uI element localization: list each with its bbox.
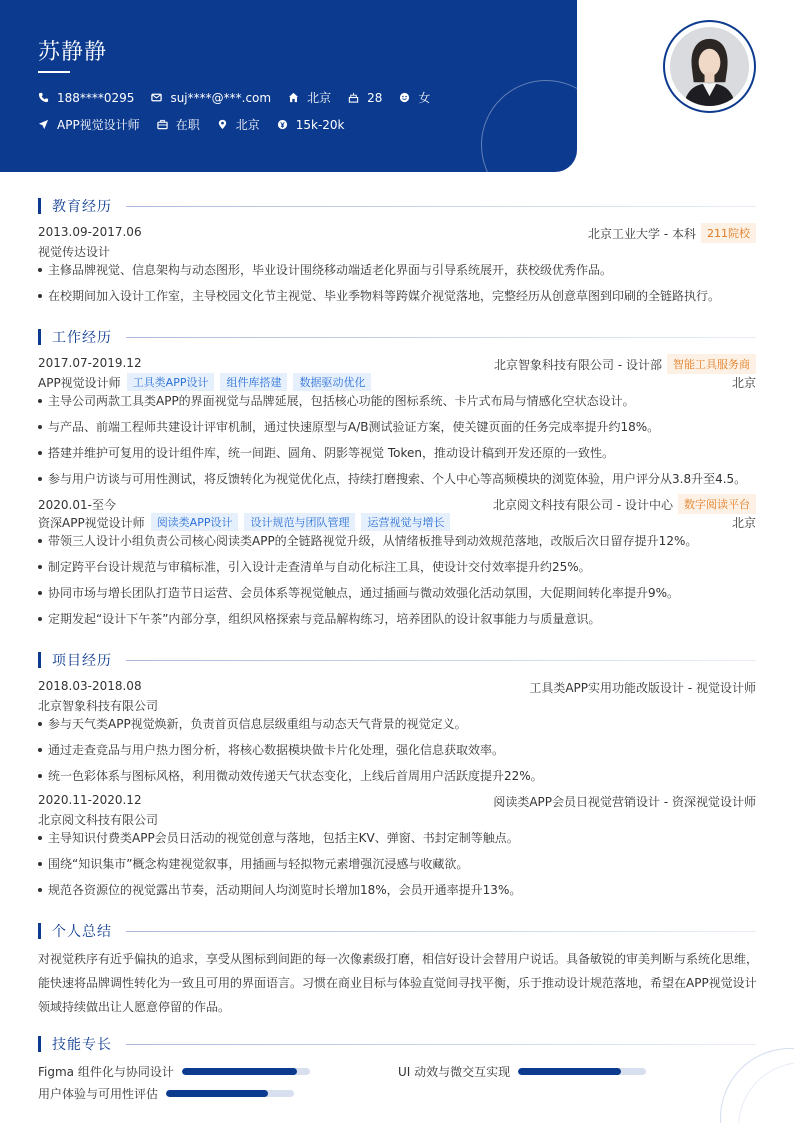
project-title: 工具类APP实用功能改版设计 - 视觉设计师 xyxy=(529,681,756,695)
summary-text: 对视觉秩序有近乎偏执的追求，享受从图标到间距的每一次像素级打磨，相信好设计会替用户说话。具备敏锐的审美判断与系统化思维，能快速将品牌调性转化为一致且可用的界面语言。习惯在商业目标与体验直觉间寻找平衡，乐于推动设计规范落地，希望在APP视觉设计领域持续做出让人愿意停留的作品。 xyxy=(38,952,759,1014)
section-marker xyxy=(38,652,41,668)
section-divider xyxy=(126,931,756,932)
project-period: 2018.03-2018.08 xyxy=(38,679,142,693)
school-tag: 211院校 xyxy=(701,223,756,243)
home-icon xyxy=(288,92,299,103)
job-period: 2020.01-至今 xyxy=(38,498,116,512)
contact-row xyxy=(38,89,447,106)
skill-bar-fill xyxy=(182,1068,297,1075)
smile-icon xyxy=(399,92,410,103)
list-item: 通过走查竞品与用户热力图分析，将核心数据模块做卡片化处理，强化信息获取效率。 xyxy=(38,741,756,759)
gender-text: 女 xyxy=(418,91,431,105)
location-item xyxy=(288,89,331,106)
project-company: 北京智象科技有限公司 xyxy=(38,699,159,713)
skill-tag: 数据驱动优化 xyxy=(293,373,371,391)
job-period: 2017.07-2019.12 xyxy=(38,356,142,370)
job-company-row xyxy=(493,494,756,514)
section-marker xyxy=(38,329,41,345)
profile-photo xyxy=(663,20,756,113)
company-name: 北京阅文科技有限公司 - 设计中心 xyxy=(493,497,673,512)
skill-tag: 工具类APP设计 xyxy=(127,373,215,391)
list-item: 主修品牌视觉、信息架构与动态图形，毕业设计围绕移动端适老化界面与引导系统展开，获校级优秀作品。 xyxy=(38,261,756,279)
skill-tag: 运营视觉与增长 xyxy=(361,513,450,531)
skill-item xyxy=(38,1063,310,1080)
skill-item xyxy=(398,1063,646,1080)
briefcase-icon xyxy=(157,119,168,130)
skill-bar-fill xyxy=(518,1068,620,1075)
candidate-name: 苏静静 xyxy=(38,40,108,65)
skills-section-title xyxy=(38,1034,756,1054)
status-text: 在职 xyxy=(175,118,200,132)
project-title: 阅读类APP会员日视觉营销设计 - 资深视觉设计师 xyxy=(493,795,756,809)
header-banner xyxy=(0,0,577,172)
email-text: suj****@***.com xyxy=(170,90,272,105)
phone-item xyxy=(38,91,134,105)
list-item: 协同市场与增长团队打造节日运营、会员体系等视觉触点，通过插画与微动效强化活动氛围，大促期间转化率提升9%。 xyxy=(38,584,756,602)
job-city: 北京 xyxy=(731,376,756,390)
skill-tag: 阅读类APP设计 xyxy=(151,513,239,531)
education-school-row xyxy=(588,223,756,243)
portrait-image xyxy=(670,27,749,106)
section-heading: 技能专长 xyxy=(52,1037,112,1053)
gender-item xyxy=(399,89,430,106)
salary-item xyxy=(277,118,345,132)
skill-name: Figma 组件化与协同设计 xyxy=(38,1065,174,1079)
company-tag: 智能工具服务商 xyxy=(667,354,756,374)
age-item xyxy=(348,91,382,105)
section-divider xyxy=(126,660,756,661)
age-text: 28 xyxy=(367,90,383,105)
list-item: 制定跨平台设计规范与审稿标准，引入设计走查清单与自动化标注工具，使设计交付效率提升约25%。 xyxy=(38,558,756,576)
summary-section-title xyxy=(38,921,756,941)
list-item: 规范各资源位的视觉露出节奏，活动期间人均浏览时长增加18%，会员开通率提升13%。 xyxy=(38,881,756,899)
target-job-item xyxy=(38,116,140,133)
list-item: 定期发起“设计下午茶”内部分享，组织风格探索与竞品解构练习，培养团队的设计叙事能力与质量意识。 xyxy=(38,610,756,628)
skill-bar xyxy=(518,1068,646,1075)
money-icon xyxy=(277,119,288,130)
map-pin-icon xyxy=(217,119,228,130)
section-divider xyxy=(126,206,756,207)
skill-item xyxy=(38,1085,294,1102)
target-city-item xyxy=(217,116,260,133)
company-tag: 数字阅读平台 xyxy=(678,494,756,514)
company-name: 北京智象科技有限公司 - 设计部 xyxy=(494,357,662,372)
list-item: 搭建并维护可复用的设计组件库，统一间距、圆角、阴影等视觉 Token，推动设计稿到开发还原的一致性。 xyxy=(38,444,756,462)
cake-icon xyxy=(348,92,359,103)
job-city: 北京 xyxy=(731,516,756,530)
section-marker xyxy=(38,198,41,214)
list-item: 参与天气类APP视觉焕新，负责首页信息层级重组与动态天气背景的视觉定义。 xyxy=(38,715,756,733)
section-divider xyxy=(126,337,756,338)
skill-name: UI 动效与微交互实现 xyxy=(398,1065,511,1079)
phone-icon xyxy=(38,92,49,103)
phone-text: 188****0295 xyxy=(57,90,135,105)
section-heading: 工作经历 xyxy=(52,330,112,346)
list-item: 统一色彩体系与图标风格，利用微动效传递天气状态变化，上线后首周用户活跃度提升22%。 xyxy=(38,767,756,785)
section-divider xyxy=(126,1044,756,1045)
job-role-row xyxy=(38,373,371,391)
email-item xyxy=(151,91,271,105)
status-item xyxy=(157,116,200,133)
section-marker xyxy=(38,923,41,939)
section-heading: 教育经历 xyxy=(52,199,112,215)
projects-section-title xyxy=(38,650,756,670)
school-name: 北京工业大学 - 本科 xyxy=(588,226,696,241)
section-heading: 个人总结 xyxy=(52,924,112,940)
skill-bar-fill xyxy=(166,1090,268,1097)
list-item: 主导公司两款工具类APP的界面视觉与品牌延展，包括核心功能的图标系统、卡片式布局与情感化空状态设计。 xyxy=(38,392,756,410)
name-underline xyxy=(38,71,70,73)
location-text: 北京 xyxy=(307,91,332,105)
list-item: 主导知识付费类APP会员日活动的视觉创意与落地，包括主KV、弹窗、书封定制等触点。 xyxy=(38,829,756,847)
list-item: 参与用户访谈与可用性测试，将反馈转化为视觉优化点，持续打磨搜索、个人中心等高频模块的浏览体验，用户评分从3.8升至4.5。 xyxy=(38,470,756,488)
skill-name: 用户体验与可用性评估 xyxy=(38,1087,159,1101)
list-item: 与产品、前端工程师共建设计评审机制，通过快速原型与A/B测试验证方案，使关键页面的任务完成率提升约18%。 xyxy=(38,418,756,436)
job-intent-row xyxy=(38,116,362,133)
section-heading: 项目经历 xyxy=(52,653,112,669)
project-period: 2020.11-2020.12 xyxy=(38,793,142,807)
education-section-title xyxy=(38,196,756,216)
section-marker xyxy=(38,1036,41,1052)
mail-icon xyxy=(151,92,162,103)
job-company-row xyxy=(494,354,756,374)
send-icon xyxy=(38,119,49,130)
job-role: 资深APP视觉设计师 xyxy=(38,515,145,530)
education-period: 2013.09-2017.06 xyxy=(38,225,142,239)
decorative-circle xyxy=(481,80,577,172)
project-company: 北京阅文科技有限公司 xyxy=(38,813,159,827)
skill-tag: 组件库搭建 xyxy=(220,373,287,391)
target-city-text: 北京 xyxy=(235,118,260,132)
skill-bar xyxy=(182,1068,310,1075)
job-role-row xyxy=(38,513,450,531)
education-major: 视觉传达设计 xyxy=(38,245,111,259)
skill-bar xyxy=(166,1090,294,1097)
list-item: 在校期间加入设计工作室，主导校园文化节主视觉、毕业季物料等跨媒介视觉落地，完整经历从创意草图到印刷的全链路执行。 xyxy=(38,287,756,305)
list-item: 围绕“知识集市”概念构建视觉叙事，用插画与轻拟物元素增强沉浸感与收藏欲。 xyxy=(38,855,756,873)
target-job-text: APP视觉设计师 xyxy=(57,118,140,132)
skill-tag: 设计规范与团队管理 xyxy=(244,513,355,531)
job-role: APP视觉设计师 xyxy=(38,375,121,390)
work-section-title xyxy=(38,327,756,347)
list-item: 带领三人设计小组负责公司核心阅读类APP的全链路视觉升级，从情绪板推导到动效规范落地，改版后次日留存提升12%。 xyxy=(38,532,756,550)
salary-text: 15k-20k xyxy=(295,117,345,132)
